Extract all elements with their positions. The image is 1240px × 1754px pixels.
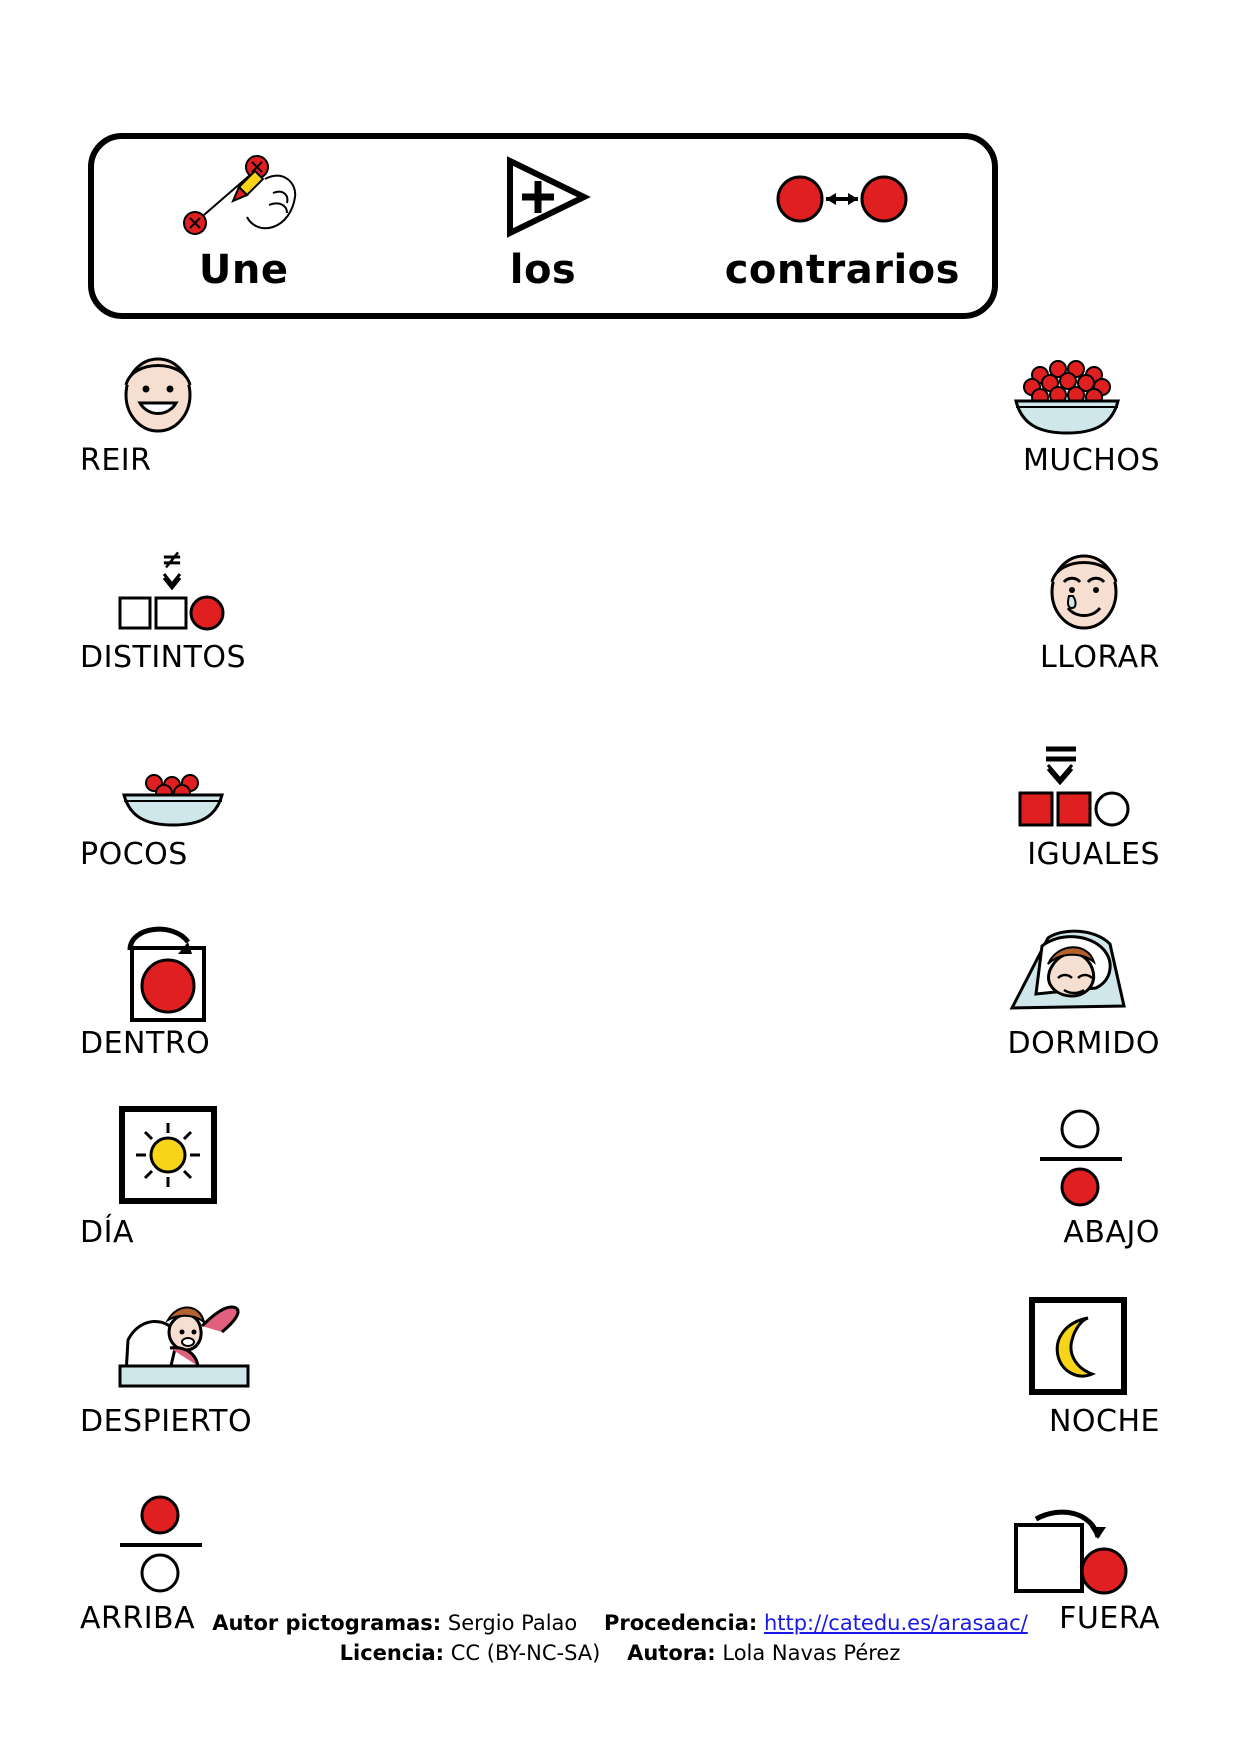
item-label: FUERA — [1059, 1601, 1160, 1636]
item-muchos[interactable] — [740, 345, 1160, 478]
item-iguales[interactable] — [740, 739, 1160, 872]
item-label: ARRIBA — [80, 1601, 196, 1636]
item-label: ABAJO — [1063, 1215, 1160, 1250]
smiling-face-icon — [80, 345, 500, 441]
title-word-contrarios — [693, 139, 992, 313]
connect-lines-pencil-icon — [169, 149, 319, 245]
title-word-une — [94, 139, 393, 313]
item-label: MUCHOS — [1022, 443, 1160, 478]
item-distintos[interactable] — [80, 542, 500, 675]
bowl-many-berries-icon — [740, 345, 1160, 441]
bowl-few-berries-icon — [80, 739, 500, 835]
item-noche[interactable] — [740, 1306, 1160, 1439]
two-red-circles-arrow-icon — [762, 149, 922, 245]
item-dia[interactable] — [80, 1117, 500, 1250]
item-dormido[interactable] — [740, 928, 1160, 1061]
footer-source-label: Procedencia: — [603, 1611, 758, 1635]
item-abajo[interactable] — [740, 1117, 1160, 1250]
crying-face-icon — [740, 542, 1160, 638]
red-circle-below-line-icon — [740, 1117, 1160, 1213]
red-circle-above-line-icon — [80, 1503, 500, 1599]
moon-night-icon — [740, 1306, 1160, 1402]
title-banner — [88, 133, 998, 319]
item-label: DENTRO — [80, 1026, 211, 1061]
item-despierto[interactable] — [80, 1306, 500, 1439]
item-dentro[interactable] — [80, 928, 500, 1061]
footer-line-2 — [0, 1638, 1240, 1668]
right-column — [740, 345, 1160, 1644]
item-label: DÍA — [80, 1215, 134, 1250]
item-pocos[interactable] — [80, 739, 500, 872]
item-reir[interactable] — [80, 345, 500, 478]
footer-line-1 — [0, 1608, 1240, 1638]
left-column — [80, 345, 500, 1644]
item-label: IGUALES — [1027, 837, 1160, 872]
item-llorar[interactable] — [740, 542, 1160, 675]
footer-source-link[interactable]: http://catedu.es/arasaac/ — [763, 1611, 1028, 1635]
inside-box-circle-icon — [80, 928, 500, 1024]
svg-text:≠: ≠ — [161, 545, 183, 575]
item-label: LLORAR — [1040, 640, 1160, 675]
sleeping-child-icon — [740, 928, 1160, 1024]
item-label: NOCHE — [1048, 1404, 1160, 1439]
footer-credits — [0, 1608, 1240, 1668]
footer-author-pictograms-value: Sergio Palao — [447, 1611, 578, 1635]
awake-child-bed-icon — [80, 1306, 500, 1402]
item-label: POCOS — [80, 837, 188, 872]
footer-author-pictograms-label: Autor pictogramas: — [212, 1611, 442, 1635]
item-label: DISTINTOS — [80, 640, 247, 675]
item-label: DESPIERTO — [80, 1404, 253, 1439]
item-label: REIR — [80, 443, 152, 478]
footer-author-label: Autora: — [627, 1641, 716, 1665]
title-word-label: Une — [198, 247, 289, 293]
equal-squares-icon — [740, 739, 1160, 835]
item-label: DORMIDO — [1007, 1026, 1160, 1061]
title-word-label: contrarios — [724, 247, 960, 293]
footer-license-label: Licencia: — [339, 1641, 445, 1665]
triangle-plus-icon — [488, 149, 598, 245]
title-word-los — [393, 139, 692, 313]
footer-license-value: CC (BY-NC-SA) — [450, 1641, 601, 1665]
different-squares-icon — [80, 542, 500, 638]
outside-box-circle-icon — [740, 1503, 1160, 1599]
title-word-label: los — [509, 247, 577, 293]
footer-author-value: Lola Navas Pérez — [722, 1641, 901, 1665]
sun-day-icon — [80, 1117, 500, 1213]
